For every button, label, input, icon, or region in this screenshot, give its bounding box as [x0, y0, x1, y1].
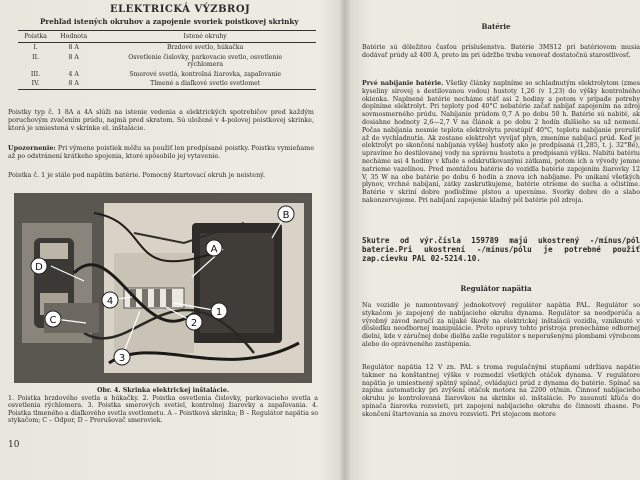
fuse-paragraph: Poistky typ č. 1 8A a 4A slúži na istenie vedenia a elektrických spotrebičov pred každým poruchovým zvačením prúdu, najmä pred skratom. Sú uložené v 4-polovej poistkovej skrinke, ktorá je umiestená v skrinke el. inštalácie. [8, 108, 314, 132]
regulator-paragraph-1: Na vozidle je namontovaný jednokotvový regulátor napätia PAL. Regulátor so stykačom je zapojený do nabíjacieho okruhu dynama. Regulátor sa neodporúča a výrobný závod neručí za nijaké škody na elektrickej inštalácii vozidla, vzniknuté v dôsledku neodbornej manipulácie. Preto opravy tohto prístroja prenecháme odbornej dielni, kde v záručnej dobe dielňa zašle regulátor s neporušenými plombami výrobcom alebo do oprávneného zastúpenia. [362, 302, 640, 348]
fuse-value: 8 A [68, 44, 79, 51]
photo-label-a: A [210, 244, 218, 255]
table-row [18, 79, 316, 89]
fuse-number: I. [33, 44, 38, 51]
heading-battery: Batérie [481, 22, 511, 31]
warning-label: Upozornenie: [8, 144, 56, 152]
table-row [18, 53, 316, 70]
first-charge-paragraph [362, 80, 640, 205]
warning-text: Pri výmene poistiek môžu sa použiť len predpísané poistky. Poistku vymieňame až po odstránení krátkeho spojenia, ktoré spôsobilo jej vytavenie. [8, 144, 314, 160]
fuse-number: II. [32, 53, 39, 61]
electrical-box-photo [14, 193, 312, 383]
photo-drawing [14, 193, 312, 383]
book-gutter [338, 0, 352, 480]
heading-regulator: Regulátor napätia [460, 284, 532, 293]
typed-note: Skutre od výr.čísla 159789 majú ukostrený -/mínus/pól baterie.Pri ukostrení -/mínus/pólu je potrebné použiť zap.cievku PAL 02-5214.10. [362, 236, 640, 264]
photo-label-3: 3 [118, 353, 126, 364]
right-page [352, 0, 640, 480]
table-row [18, 43, 316, 53]
running-head: ELEKTRICKÁ VÝZBROJ [110, 4, 251, 15]
table-title: Prehľad istených okruhov a zapojenie svoriek poistkovej skrinky [40, 17, 299, 26]
photo-label-1: 1 [215, 307, 223, 318]
circuit-line: Brzdové svetlo, húkačka [166, 44, 244, 51]
table-header-value: Hodnota [53, 31, 94, 43]
fuse-value: 4 A [68, 70, 79, 78]
fuse-number: IV. [18, 79, 53, 89]
photo-label-c: C [49, 315, 57, 326]
circuit-line: Smerové svetlá, kontrolná žiarovka, zapaľovanie [129, 70, 282, 78]
fuse-number: III. [30, 70, 41, 78]
figure-caption [8, 387, 318, 425]
table-row [18, 70, 316, 80]
first-charge-label: Prvé nabíjanie batérie. [362, 80, 444, 87]
fuse-value: 8 A [68, 53, 79, 61]
fuse-circuits [94, 79, 316, 89]
fuse-circuits [94, 43, 316, 53]
fuse-value: 8 A [53, 79, 94, 89]
photo-label-b: B [282, 210, 290, 221]
page-number: 10 [8, 440, 20, 450]
fuse-circuits [94, 53, 316, 70]
photo-label-d: D [35, 262, 43, 273]
warning-paragraph [8, 145, 314, 161]
first-charge-text: Všetky články naplníme so schladnutým elektrolytom (zmes kyseliny sírovej s destilovanou vodou) hustoty 1,26 (v 1,23) do výšky kontrolného okienka. Naplnené batérie necháme stáť asi 2 hodiny a potom v prípade potreby doplníme elektrolyt. Pri teploty pod 40°C nebatérie začať nabíjať zapojením na zdroj sovmosmerného prúdu. Nabíjanie prúdom 0,7 A po dobu 50 h. Batérie sú nabité, ak dosiahne hodnoty 2,6—2,7 V na článok a po dobu 2 hodín ďalšieho sa už nemení. Počas nabíjania nesmie teplota elektrolytu prestúpiť 40°C, teplotu nabíjanie prerušiť až do vychladnutia. Ak zostane elektrolyt vyvíjať plyn, zmeníme nabíjací prúd. Keď je elektrolyt po skončení nabíjania vyššej hustoty ako je predpísaná (1,285, t. j. 32°Bé), upravíme ho destilovanej vody na správnu hustotu a predpísanú výšku. Nabitú batériu necháme asi 4 hodiny v kľude s odskrutkovanými zátkami, potom ich a vývody jemne natrieme vazelínou. Pred montážou batérie do vozidla batérie zapojením žiarovky 12 V, 35 W na obe batérie po dobu 6 hodín a znova ich nabíjame. Po unikaní všetkých plynov, vrchné nabíjaní, zátky zaskrutkujeme, batérie otrieme do sucha a očistíme. Batérie v skriní dobre podložíme plstou a upevníme. Svorky dobre do a slabo nakonzervujeme. Pri nabíjaní zapojenie kladný pól batérie pól zdroja. [362, 80, 640, 204]
circuit-line: Osvetlenie čislovky, parkovacie svetlo, osvetlenie [128, 53, 283, 61]
photo-label-2: 2 [190, 318, 198, 329]
circuit-line: rýchlomera [187, 61, 224, 69]
table-header-fuse: Poistka [18, 31, 53, 43]
circuit-line: Tlmené a diaľkové svetlo svetlomet [150, 80, 261, 88]
fuse-table [18, 30, 316, 90]
fuse-circuits [94, 70, 316, 80]
photo-label-4: 4 [106, 296, 114, 307]
battery-paragraph: Batérie sú dôležitou časťou príslušenstva. Batérie 3MS12 pri batériovom musia dodávať prúdy až 400 A, preto im pri údržbe treba venovať dostatočnú starostlivosť. [362, 44, 640, 59]
caption-text: 1. Poistka brzdového svetla a húkačky. 2. Poistka osvetlenia čislovky, parkovacieho svetla a osvetlenia rýchlomera. 3. Poistka smerových svetiel, kontrolnej žiarovky a zapaľovania. 4. Poistka tlmeného a diaľkového svetla svetlometu. A – Poistková skrinka; B – Regulátor napätia so stykačom; C – Odpor, D – Prerušovač smeroviek. [8, 394, 318, 425]
caption-title: Obr. 4. Skrinka elektrickej inštalácie. [96, 387, 230, 394]
table-header-circuits: Istené okruhy [94, 31, 316, 43]
regulator-paragraph-2: Regulátor napätia 12 V zn. PAL s troma regulačnými stupňami udržiava napätie takmer na konštantnej výške v rozmedzí všetkých otáčok dynama. V regulátore napätia je umiestnený spätný spínač, ovládajúci prúd z dynama do batérie. Spínač sa zapína automaticky pri zvýšení otáčok motora na 2200 ot/min. Činnosť nabíjacieho okruhu je kontrolovaná žiarovkou na skrinke el. inštalácie. Po zasunutí kľúča do spínača žiarovka rozsvieti, pri zapojení nabíjacieho okruhu do činnosti zhasne. Po skončení štartovania sa znovu rozsvieti. Pri stojacom motore [362, 364, 640, 418]
fuse-note-paragraph: Poistka č. 1 je stále pod napätím batérie. Pomocný štartovací okruh je neistený. [8, 171, 265, 179]
